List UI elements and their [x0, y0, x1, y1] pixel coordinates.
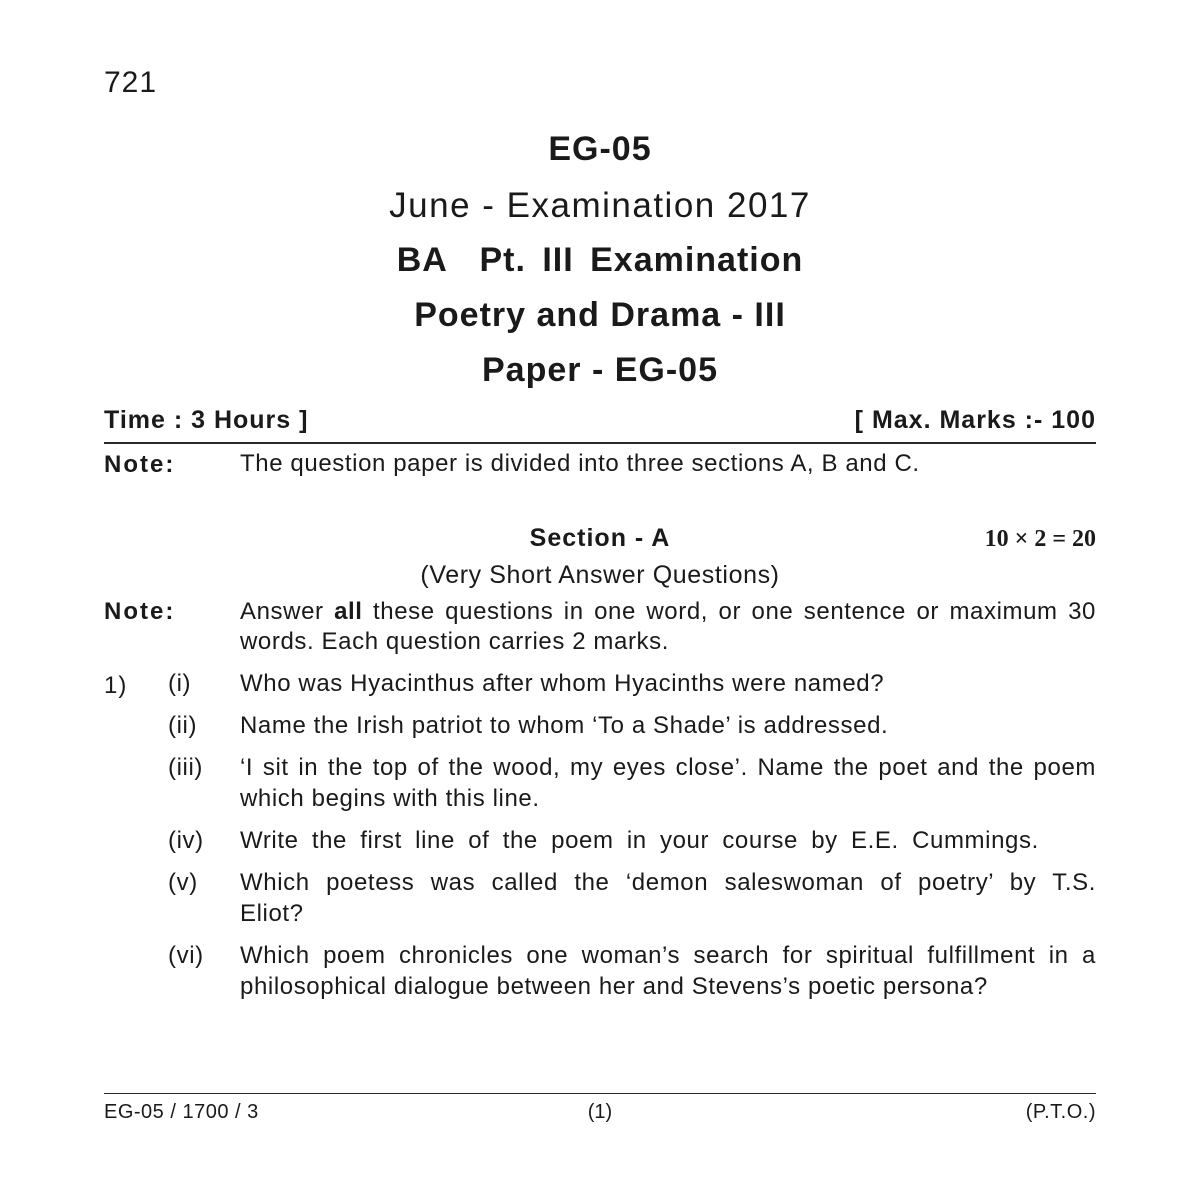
question-text: Who was Hyacinthus after whom Hyacinths were named? [240, 670, 885, 697]
general-note-label: Note: [104, 451, 176, 478]
question-item [168, 867, 1096, 929]
section-a-note-label: Note: [104, 598, 176, 625]
footer-divider [104, 1093, 1096, 1094]
header-divider [104, 442, 1096, 444]
degree-heading: BA Pt. III Examination [396, 241, 804, 279]
note-text-end: these questions in one word, or one sentence or maximum 30 words. Each question carries 2 marks. [240, 598, 1096, 655]
section-a-marks: 10 × 2 = 20 [984, 526, 1096, 552]
course-code-heading: EG-05 [548, 130, 652, 168]
section-a-title: Section - A [529, 524, 671, 552]
section-a-note-text [240, 597, 1096, 657]
question-text: Which poem chronicles one woman’s search for spiritual fulfillment in a philosophical dialogue between her and Stevens’s poetic persona? [240, 942, 1096, 1000]
question-item [168, 752, 1096, 814]
please-turn-over: (P.T.O.) [1025, 1101, 1096, 1123]
question-text: Write the first line of the poem in your course by E.E. Cummings. [240, 827, 1039, 854]
general-note-text: The question paper is divided into three sections A, B and C. [240, 450, 920, 477]
question-roman-numeral: (iv) [168, 827, 204, 854]
question-roman-numeral: (i) [168, 670, 192, 697]
question-item [168, 710, 1096, 741]
question-roman-numeral: (ii) [168, 712, 198, 739]
paper-heading: Paper - EG-05 [482, 351, 718, 389]
page-number: (1) [587, 1101, 613, 1123]
footer-paper-code: EG-05 / 1700 / 3 [104, 1101, 259, 1123]
paper-serial-number: 721 [104, 66, 158, 99]
time-allowed: Time : 3 Hours ] [104, 406, 309, 434]
note-text-start: Answer [240, 598, 335, 625]
question-item [168, 825, 1096, 856]
question-item [168, 668, 1096, 699]
question-roman-numeral: (v) [168, 869, 198, 896]
max-marks: [ Max. Marks :- 100 [854, 406, 1096, 434]
exam-session-heading: June - Examination 2017 [389, 186, 811, 225]
subject-heading: Poetry and Drama - III [414, 296, 786, 334]
section-a-subtitle: (Very Short Answer Questions) [420, 561, 780, 589]
question-text: Name the Irish patriot to whom ‘To a Shade’ is addressed. [240, 712, 889, 739]
question-text: Which poetess was called the ‘demon saleswoman of poetry’ by T.S. Eliot? [240, 869, 1096, 927]
question-number: 1) [104, 672, 128, 699]
question-roman-numeral: (iii) [168, 754, 203, 781]
question-text: ‘I sit in the top of the wood, my eyes close’. Name the poet and the poem which begins with this line. [240, 754, 1096, 812]
note-emphasis: all [334, 598, 363, 625]
question-item [168, 940, 1096, 1002]
question-list [168, 668, 1096, 1013]
question-roman-numeral: (vi) [168, 942, 204, 969]
